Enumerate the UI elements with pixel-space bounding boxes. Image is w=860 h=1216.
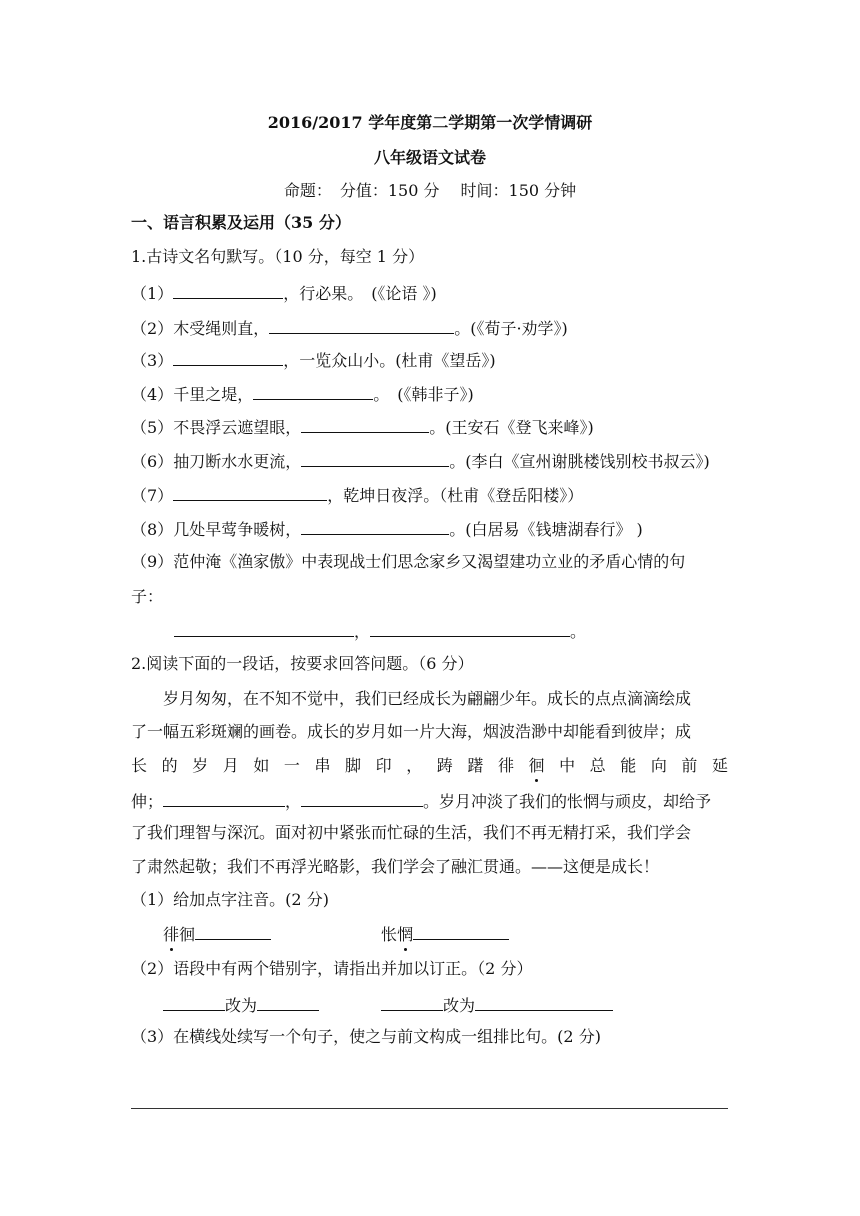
question-1-item-3: （3） ，一览众山小。(杜甫《望岳》) xyxy=(131,351,496,370)
sub-question-2: （2）语段中有两个错别字，请指出并加以订正。（2 分） xyxy=(131,959,533,978)
question-1-item-6: （6）抽刀断水水更流， 。(李白《宣州谢朓楼饯别校书叔云》) xyxy=(131,452,710,471)
exam-subtitle: 八年级语文试卷 xyxy=(373,148,486,167)
passage-line: 了肃然起敬；我们不再浮光略影，我们学会了融汇贯通。——这便是成长！ xyxy=(131,857,660,876)
sub-question-3: （3）在横线处续写一个句子，使之与前文构成一组排比句。(2 分) xyxy=(131,1027,601,1046)
correct-char-blank[interactable] xyxy=(475,994,613,1011)
passage-line: 了一幅五彩斑斓的画卷。成长的岁月如一片大海，烟波浩渺中却能看到彼岸；成 xyxy=(131,722,692,741)
pinyin-blank[interactable] xyxy=(413,923,509,940)
correction-2: 改为 xyxy=(381,994,613,1016)
answer-blank[interactable] xyxy=(174,620,354,637)
answer-blank[interactable] xyxy=(301,518,449,535)
correct-char-blank[interactable] xyxy=(257,994,319,1011)
question-1-item-9-answers: ， 。 xyxy=(174,620,586,642)
answer-blank[interactable] xyxy=(253,383,373,400)
question-1-item-1: （1） ，行必果。 (《论语 》) xyxy=(131,284,437,303)
section-heading: 一、语言积累及运用（35 分） xyxy=(131,213,351,232)
pinyin-word-2: 怅惘 xyxy=(381,923,509,945)
answer-blank[interactable] xyxy=(173,282,283,299)
answer-line[interactable] xyxy=(131,1108,728,1109)
exam-title: 2016/2017 学年度第二学期第一次学情调研 xyxy=(267,113,593,132)
question-2-prompt: 2.阅读下面的一段话，按要求回答问题。（6 分） xyxy=(131,654,474,673)
answer-blank[interactable] xyxy=(301,790,423,807)
passage-line: 了我们理智与深沉。面对初中紧张而忙碌的生活，我们不再无精打采，我们学会 xyxy=(131,823,692,842)
emphasis-dot-char: 徊 xyxy=(528,756,545,775)
passage-line: 岁月匆匆，在不知不觉中，我们已经成长为翩翩少年。成长的点点滴滴绘成 xyxy=(163,689,692,708)
answer-blank[interactable] xyxy=(301,416,429,433)
question-1-item-5: （5）不畏浮云遮望眼， 。(王安石《登飞来峰》) xyxy=(131,418,594,437)
pinyin-blank[interactable] xyxy=(195,923,271,940)
sub-question-1: （1）给加点字注音。(2 分) xyxy=(131,890,329,909)
passage-line-justified: 长 的 岁 月 如 一 串 脚 印 ， 踌 躇 徘 徊 中 总 能 向 前 延 xyxy=(131,756,728,775)
question-1-item-8: （8）几处早莺争暖树， 。(白居易《钱塘湖春行》 ) xyxy=(131,520,643,539)
wrong-char-blank[interactable] xyxy=(163,994,225,1011)
question-1-item-9-cont: 子： xyxy=(131,587,164,606)
question-1-item-7: （7） ，乾坤日夜浮。（杜甫《登岳阳楼》） xyxy=(131,486,584,505)
question-1-item-4: （4）千里之堤， 。 (《韩非子》) xyxy=(131,385,474,404)
question-1-item-2: （2）木受绳则直， 。(《荀子·劝学》) xyxy=(131,319,568,338)
question-1-prompt: 1.古诗文名句默写。（10 分，每空 1 分） xyxy=(131,247,425,266)
answer-blank[interactable] xyxy=(269,317,454,334)
wrong-char-blank[interactable] xyxy=(381,994,443,1011)
question-1-item-9: （9）范仲淹《渔家傲》中表现战士们思念家乡又渴望建功立业的矛盾心情的句 xyxy=(131,552,686,571)
passage-line-blanks: 伸； ， 。岁月冲淡了我们的怅惘与顽皮，却给予 xyxy=(131,792,712,811)
pinyin-word-1: 徘徊 xyxy=(163,923,271,945)
answer-blank[interactable] xyxy=(301,450,449,467)
emphasis-dot-char: 惘 xyxy=(397,925,414,944)
answer-blank[interactable] xyxy=(370,620,570,637)
answer-blank[interactable] xyxy=(163,790,285,807)
emphasis-dot-char: 徘 xyxy=(163,925,180,944)
correction-1: 改为 xyxy=(163,994,319,1016)
answer-blank[interactable] xyxy=(173,484,327,501)
exam-meta: 命题： 分值：150 分 时间：150 分钟 xyxy=(283,181,577,200)
answer-blank[interactable] xyxy=(173,349,283,366)
